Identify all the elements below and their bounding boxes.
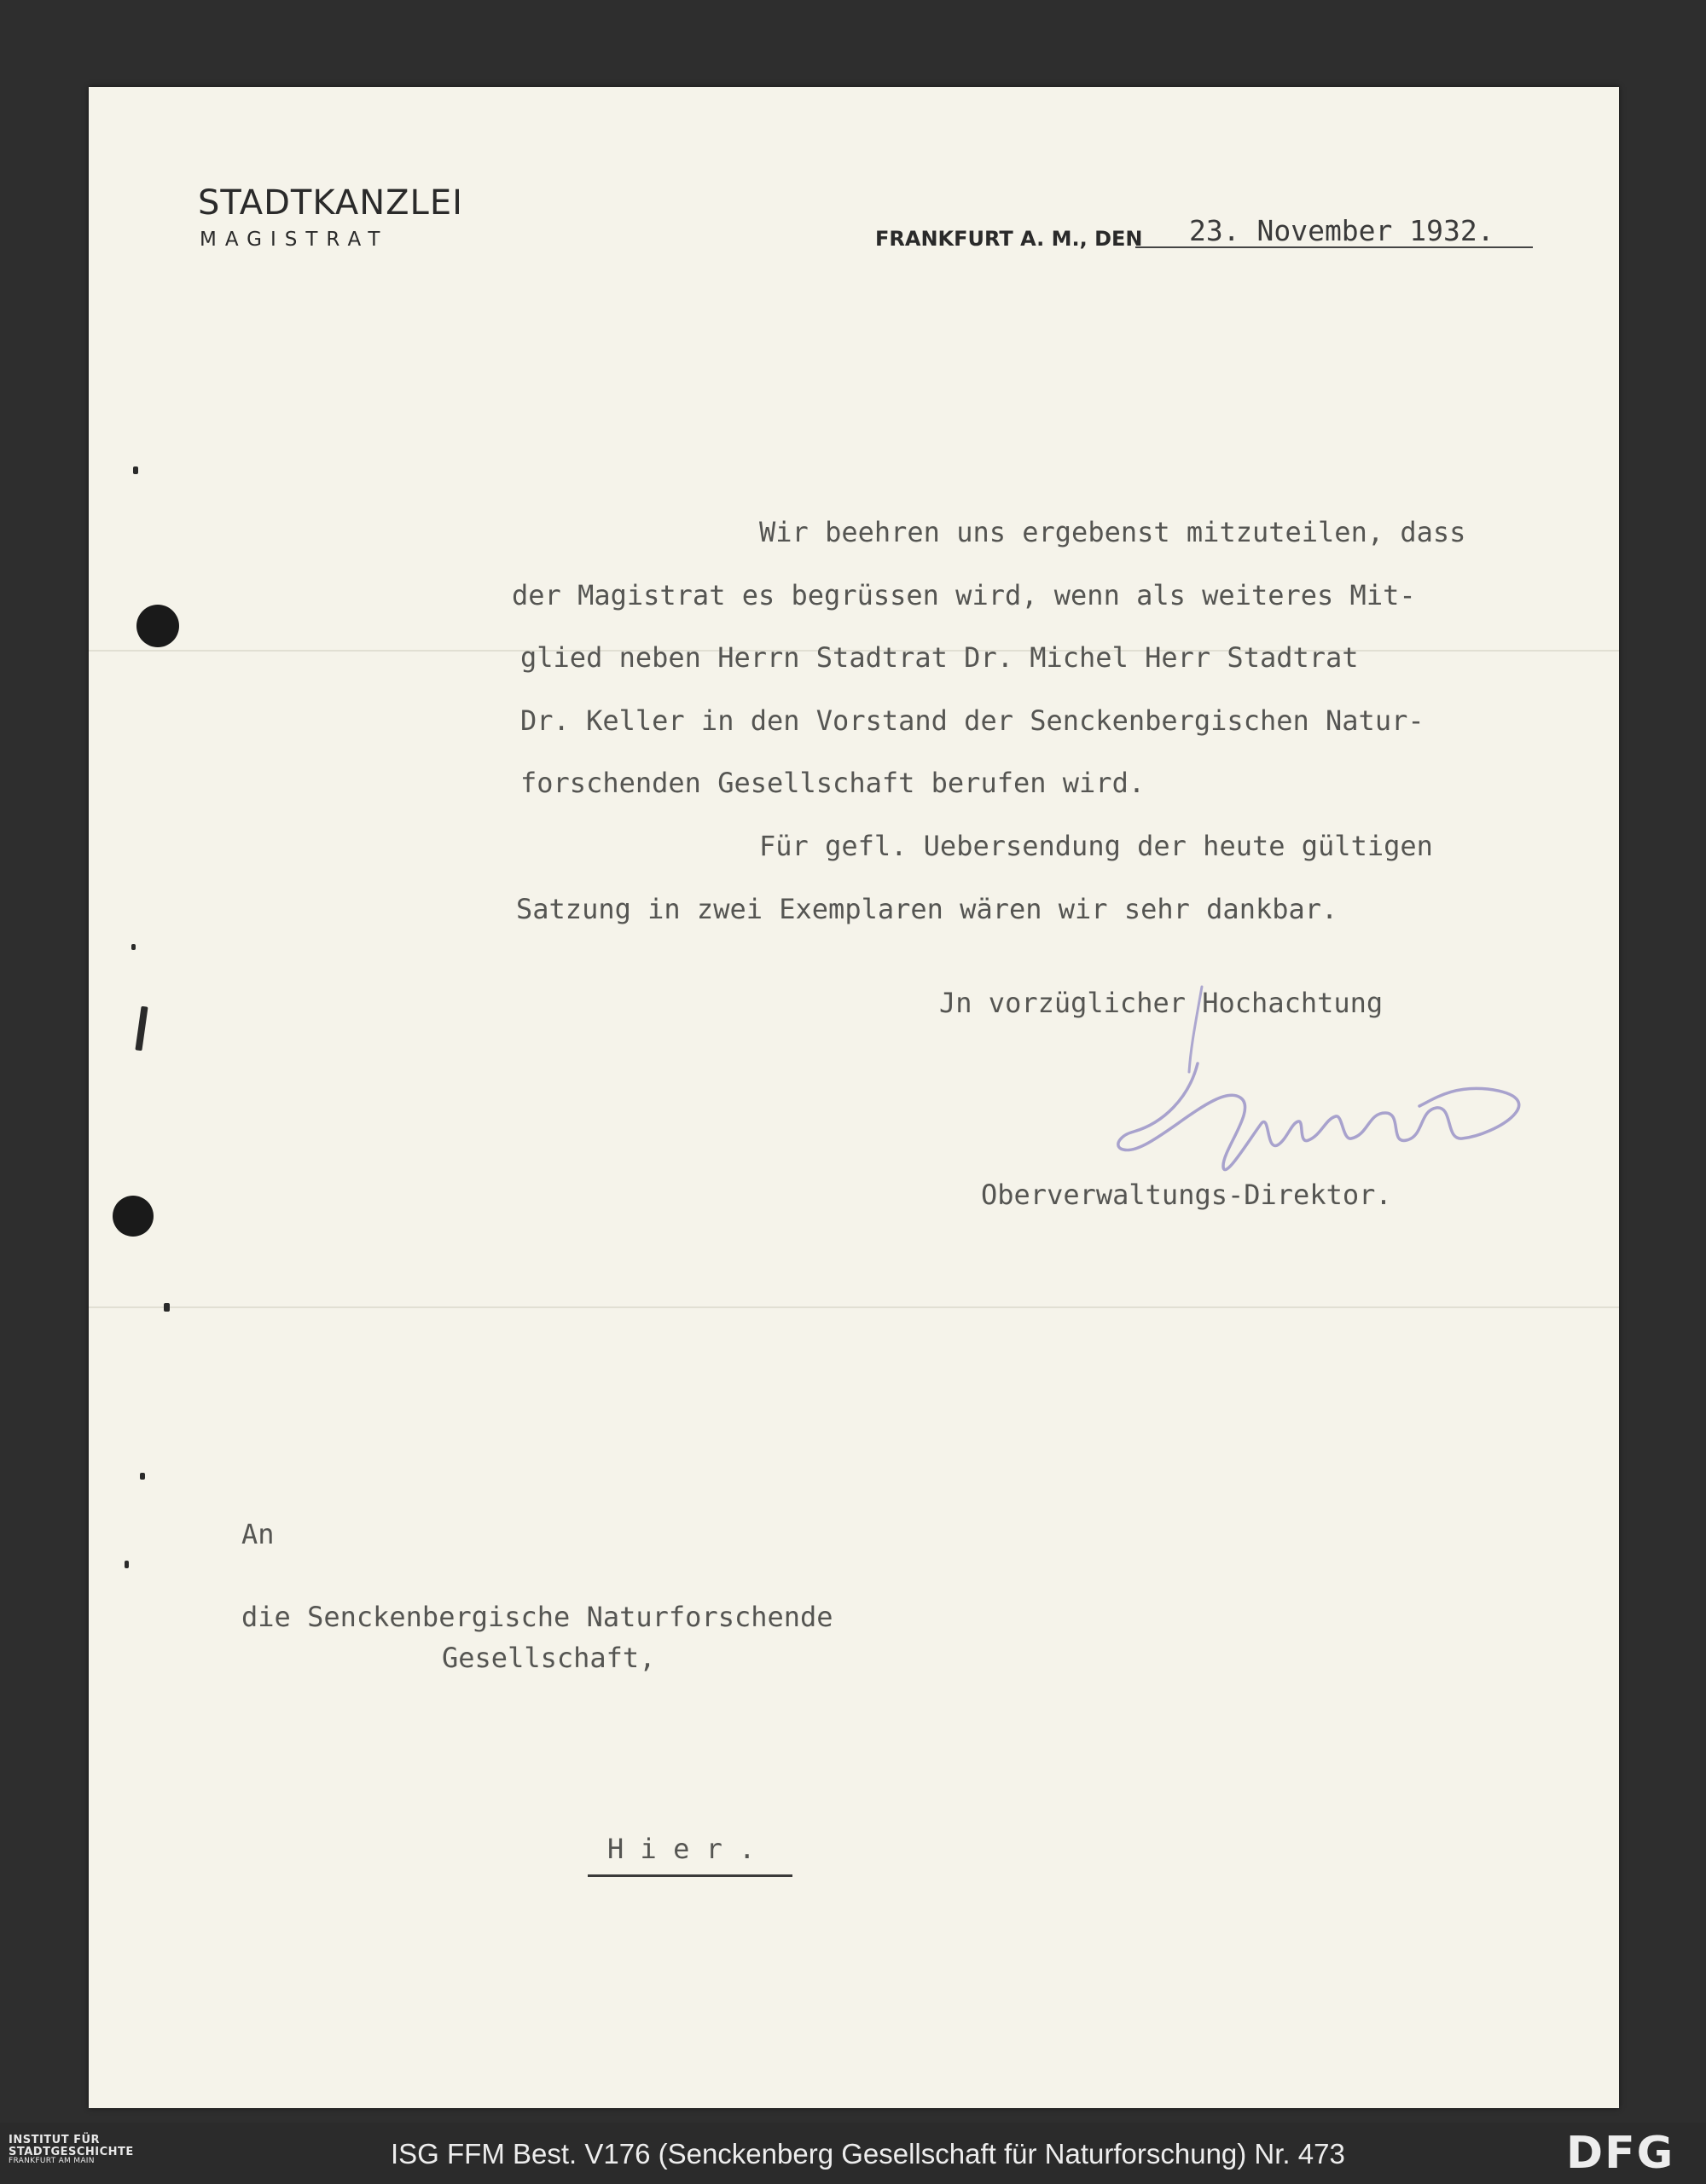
body-line: glied neben Herrn Stadtrat Dr. Michel Herr Stadtrat [520, 641, 1359, 674]
institute-name-line: STADTGESCHICHTE [9, 2145, 134, 2158]
body-line: Satzung in zwei Exemplaren wären wir sehr dankbar. [516, 893, 1338, 925]
binding-speck [135, 1006, 148, 1051]
binding-speck [140, 1473, 145, 1480]
body-line: Für gefl. Uebersendung der heute gültigen [759, 830, 1433, 862]
archive-caption: ISG FFM Best. V176 (Senckenberg Gesellschaft für Naturforschung) Nr. 473 [391, 2138, 1345, 2170]
body-line: der Magistrat es begrüssen wird, wenn als weiteres Mit- [512, 579, 1416, 611]
body-line: forschenden Gesellschaft berufen wird. [520, 767, 1146, 799]
binding-speck [125, 1561, 129, 1568]
punch-hole [136, 605, 179, 647]
punch-hole [113, 1196, 154, 1237]
letter-sheet [89, 87, 1619, 2108]
letterhead-subtitle: MAGISTRAT [200, 229, 389, 251]
closing-title: Oberverwaltungs-Direktor. [981, 1179, 1392, 1211]
institute-city-line: FRANKFURT AM MAIN [9, 2157, 95, 2166]
binding-speck [133, 466, 138, 474]
address-line-2: Gesellschaft, [442, 1642, 656, 1674]
binding-speck [131, 944, 136, 950]
binding-speck [164, 1303, 170, 1312]
body-line: Wir beehren uns ergebenst mitzuteilen, dass [759, 516, 1466, 548]
address-line-1: die Senckenbergische Naturforschende [241, 1601, 833, 1633]
letter-date: 23. November 1932. [1189, 214, 1494, 247]
handwritten-signature [1095, 970, 1624, 1328]
address-prefix: An [241, 1518, 275, 1550]
body-line: Dr. Keller in den Vorstand der Senckenbergischen Natur- [520, 704, 1425, 737]
dfg-logo: DFG [1566, 2128, 1675, 2179]
archive-footer [0, 2123, 1706, 2184]
city-underline [588, 1874, 792, 1877]
letterhead-title: STADTKANZLEI [198, 183, 463, 223]
place-label: FRANKFURT A. M., DEN [875, 227, 1143, 251]
institute-name-line: INSTITUT FÜR [9, 2134, 101, 2146]
institute-logo [9, 2135, 134, 2166]
address-city: H i e r . [607, 1833, 756, 1865]
closing-salutation: Jn vorzüglicher Hochachtung [939, 987, 1384, 1019]
